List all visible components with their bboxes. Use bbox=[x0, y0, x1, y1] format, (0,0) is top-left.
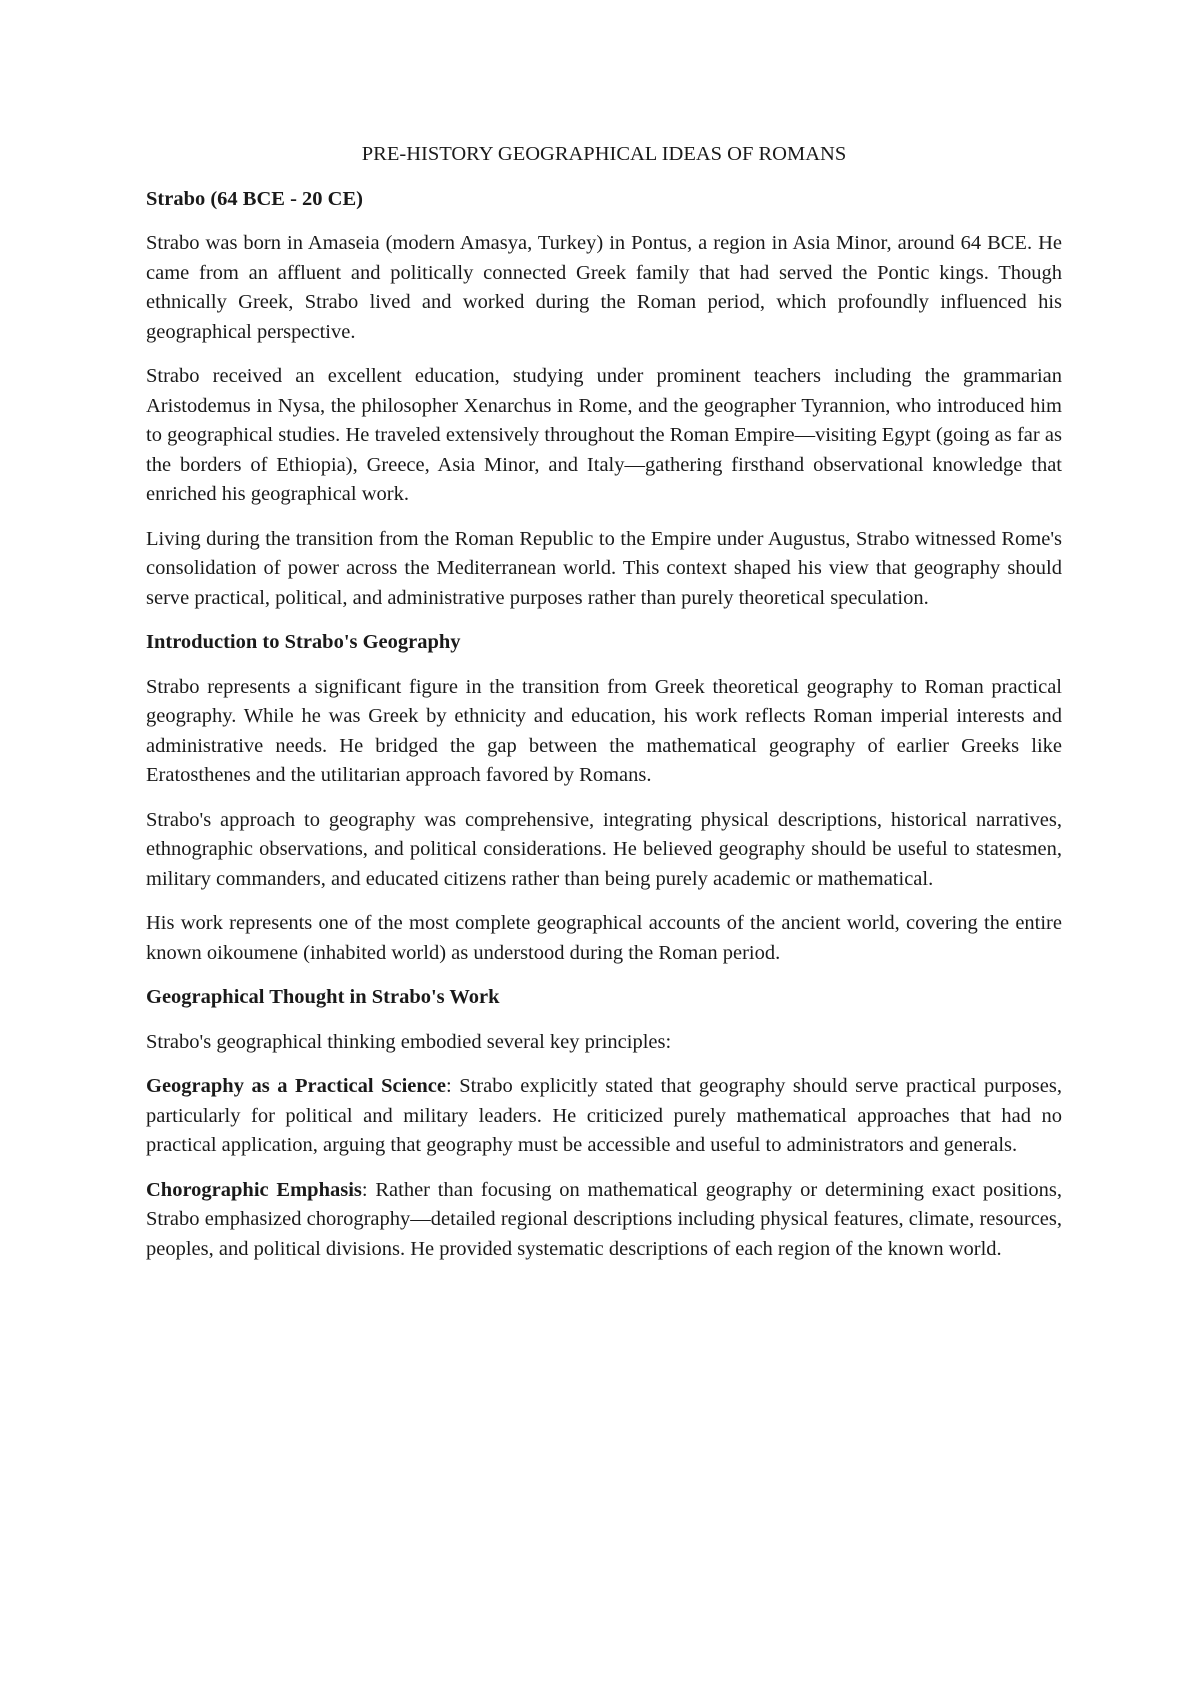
document-title: PRE-HISTORY GEOGRAPHICAL IDEAS OF ROMANS bbox=[361, 143, 847, 165]
principle-term: Geography as a Practical Science bbox=[146, 1075, 446, 1097]
document-page bbox=[146, 140, 1062, 1279]
paragraph-education: Strabo received an excellent education, studying under prominent teachers including the grammarian Aristodemus in Nysa, the philosopher Xenarchus in Rome, and the geographer Tyrannion, who introduced him to geographical studies. He traveled extensively throughout the Roman Empire—visiting Egypt (going as far as the borders of Ethiopia), Greece, Asia Minor, and Italy—gathering firsthand observational knowledge that enriched his geographical work. bbox=[146, 365, 1062, 505]
principle-text: : Strabo explicitly stated that geography should serve practical purposes, particularly for political and military leaders. He criticized purely mathematical approaches that had no practical application, arguing that geography must be accessible and useful to administrators and generals. bbox=[146, 1075, 1062, 1156]
section-heading-introduction: Introduction to Strabo's Geography bbox=[146, 631, 461, 653]
section-heading-thought: Geographical Thought in Strabo's Work bbox=[146, 986, 500, 1008]
principle-practical-science bbox=[146, 1072, 1062, 1161]
principle-term: Chorographic Emphasis bbox=[146, 1178, 362, 1201]
paragraph-birth: Strabo was born in Amaseia (modern Amasya, Turkey) in Pontus, a region in Asia Minor, around 64 BCE. He came from an affluent and politically connected Greek family that had served the Pontic kings. Though ethnically Greek, Strabo lived and worked during the Roman period, which profoundly influenced his geographical perspective. bbox=[146, 232, 1062, 343]
paragraph-approach: Strabo's approach to geography was comprehensive, integrating physical descriptions, historical narratives, ethnographic observations, and political considerations. He believed geography should be useful to statesmen, military commanders, and educated citizens rather than being purely academic or mathematical. bbox=[146, 808, 1062, 890]
section-heading-strabo: Strabo (64 BCE - 20 CE) bbox=[146, 187, 363, 210]
paragraph-principles-intro: Strabo's geographical thinking embodied several key principles: bbox=[146, 1030, 672, 1053]
principle-chorographic bbox=[146, 1176, 1062, 1265]
paragraph-significance: Strabo represents a significant figure in the transition from Greek theoretical geography to Roman practical geography. While he was Greek by ethnicity and education, his work reflects Roman imperial interests and administrative needs. He bridged the gap between the mathematical geography of earlier Greeks like Eratosthenes and the utilitarian approach favored by Romans. bbox=[146, 675, 1062, 786]
principle-text: : Rather than focusing on mathematical geography or determining exact positions, Strabo emphasized chorography—detailed regional descriptions including physical features, climate, resources, peoples, and political divisions. He provided systematic descriptions of each region of the known world. bbox=[146, 1178, 1062, 1260]
paragraph-completeness: His work represents one of the most complete geographical accounts of the ancient world, covering the entire known oikoumene (inhabited world) as understood during the Roman period. bbox=[146, 912, 1062, 964]
paragraph-context: Living during the transition from the Roman Republic to the Empire under Augustus, Strabo witnessed Rome's consolidation of power across the Mediterranean world. This context shaped his view that geography should serve practical, political, and administrative purposes rather than purely theoretical speculation. bbox=[146, 527, 1062, 609]
